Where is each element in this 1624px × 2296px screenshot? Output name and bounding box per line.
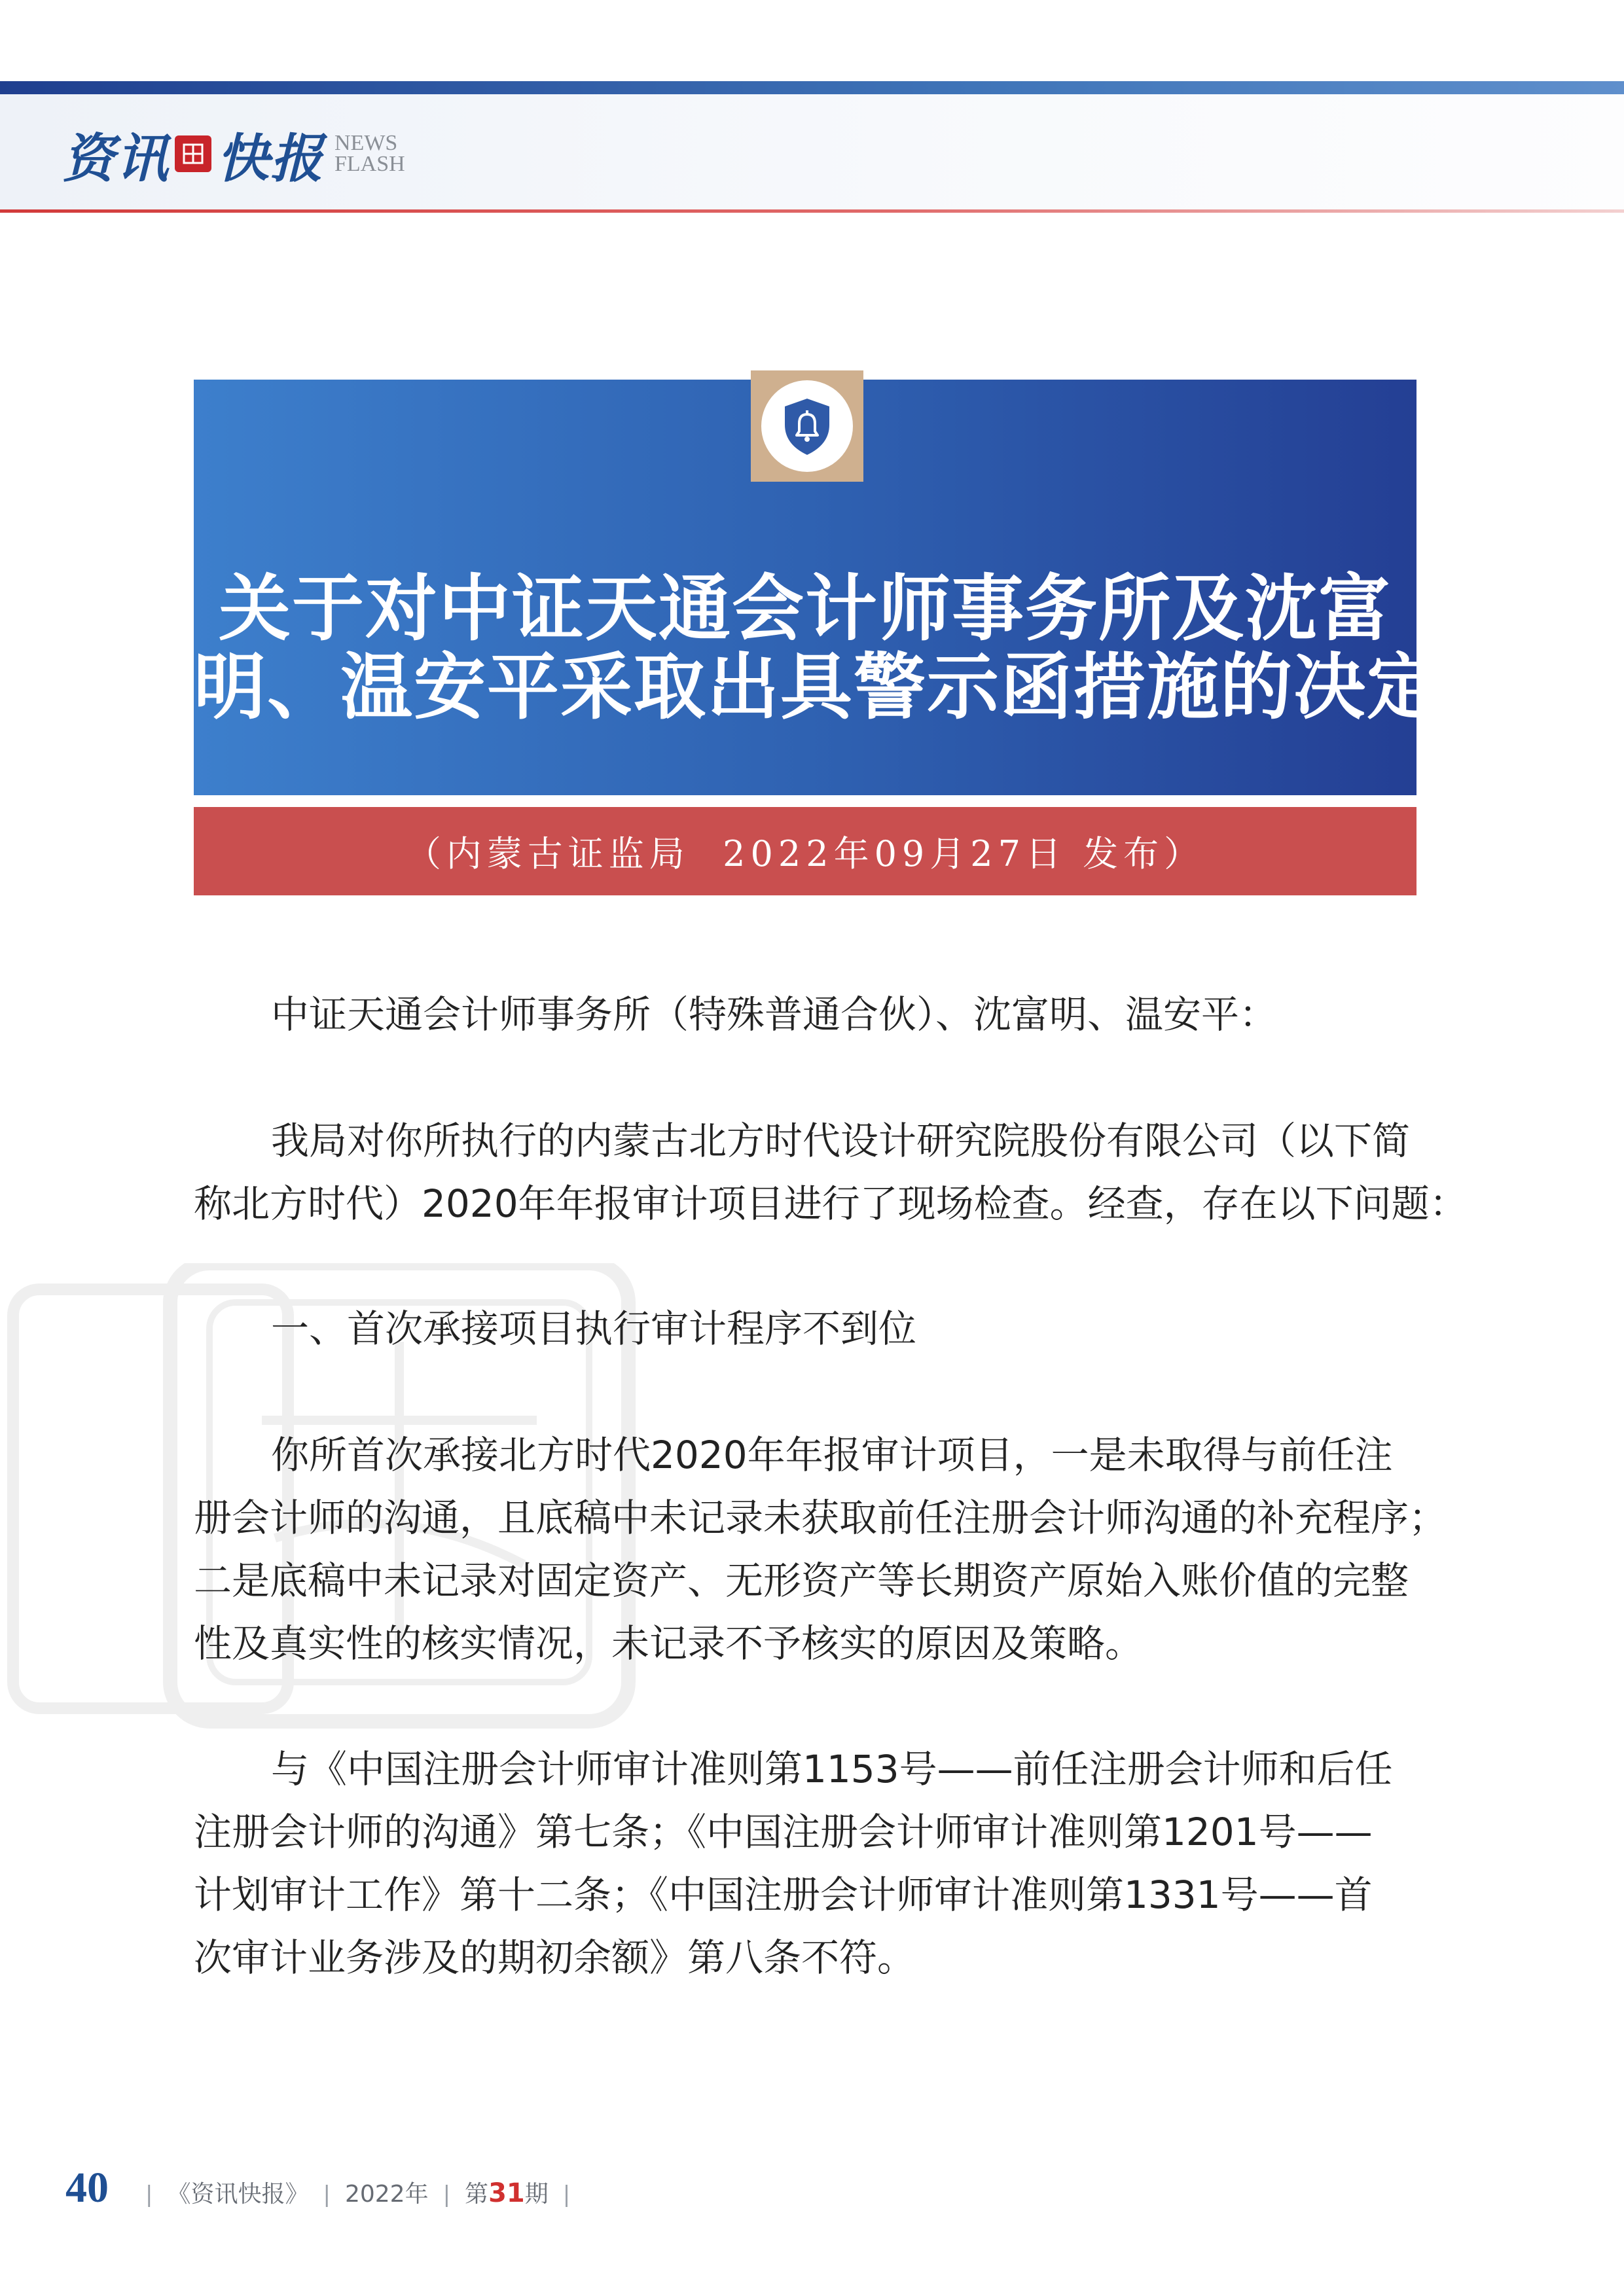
page-number: 40 xyxy=(65,2164,109,2212)
page-title xyxy=(194,567,1440,729)
paragraph-line: 注册会计师的沟通》第七条；《中国注册会计师审计准则第1201号—— xyxy=(194,1810,1373,1854)
footer-separator: | xyxy=(323,2181,331,2208)
brand-title-left: 资讯 xyxy=(62,127,170,189)
paragraph-line: 我局对你所执行的内蒙古北方时代设计研究院股份有限公司（以下简 xyxy=(271,1119,1411,1163)
paragraph-line: 称北方时代）2020年年报审计项目进行了现场检查。经查，存在以下问题： xyxy=(194,1181,1468,1226)
publish-info: （内蒙古证监局 2022年09月27日 发布） xyxy=(194,807,1416,895)
brand-english xyxy=(334,133,405,175)
section-heading-line: 一、首次承接项目执行审计程序不到位 xyxy=(271,1306,917,1351)
header-divider xyxy=(0,209,1624,213)
paragraph-intro xyxy=(194,1109,1468,1235)
paragraph-standards xyxy=(194,1738,1416,1989)
title-line-2: 明、温安平采取出具警示函措施的决定 xyxy=(194,645,1440,729)
paragraph-line: 册会计师的沟通，且底稿中未记录未获取前任注册会计师沟通的补充程序； xyxy=(194,1496,1447,1540)
paragraph-line: 性及真实性的核实情况，未记录不予核实的原因及策略。 xyxy=(194,1621,1144,1666)
brand-english-line1: NEWS xyxy=(334,131,398,155)
paragraph-findings xyxy=(194,1424,1447,1675)
brand-english-line2: FLASH xyxy=(334,152,405,176)
brand-title-right: 快报 xyxy=(217,127,324,189)
footer-separator: | xyxy=(442,2181,451,2208)
footer-separator: | xyxy=(145,2181,153,2208)
title-badge xyxy=(751,370,863,482)
badge-circle xyxy=(761,380,853,472)
paragraph-line: 计划审计工作》第十二条；《中国注册会计师审计准则第1331号——首 xyxy=(194,1873,1373,1917)
page-footer xyxy=(65,2163,585,2215)
paragraph-line: 你所首次承接北方时代2020年年报审计项目，一是未取得与前任注 xyxy=(271,1433,1393,1477)
header-top-band xyxy=(0,81,1624,94)
seal-icon xyxy=(175,135,211,172)
footer-issue-prefix: 第 xyxy=(465,2181,489,2208)
footer-issue-number: 31 xyxy=(488,2178,525,2208)
salutation xyxy=(194,983,1416,1046)
section-heading xyxy=(194,1297,1416,1360)
paragraph-line: 与《中国注册会计师审计准则第1153号——前任注册会计师和后任 xyxy=(271,1747,1393,1791)
footer-separator: | xyxy=(562,2181,571,2208)
salutation-line: 中证天通会计师事务所（特殊普通合伙）、沈富明、温安平： xyxy=(271,992,1278,1037)
footer-year: 2022年 xyxy=(344,2181,429,2208)
paragraph-line: 次审计业务涉及的期初余额》第八条不符。 xyxy=(194,1935,916,1980)
paragraph-line: 二是底稿中未记录对固定资产、无形资产等长期资产原始入账价值的完整 xyxy=(194,1558,1409,1603)
title-line-1: 关于对中证天通会计师事务所及沈富 xyxy=(219,567,1392,651)
shield-bell-icon xyxy=(773,392,841,460)
footer-issue-suffix: 期 xyxy=(524,2181,549,2208)
footer-publication: 《资讯快报》 xyxy=(167,2181,309,2208)
brand-logo xyxy=(62,118,405,190)
seal-glyph xyxy=(180,141,206,167)
